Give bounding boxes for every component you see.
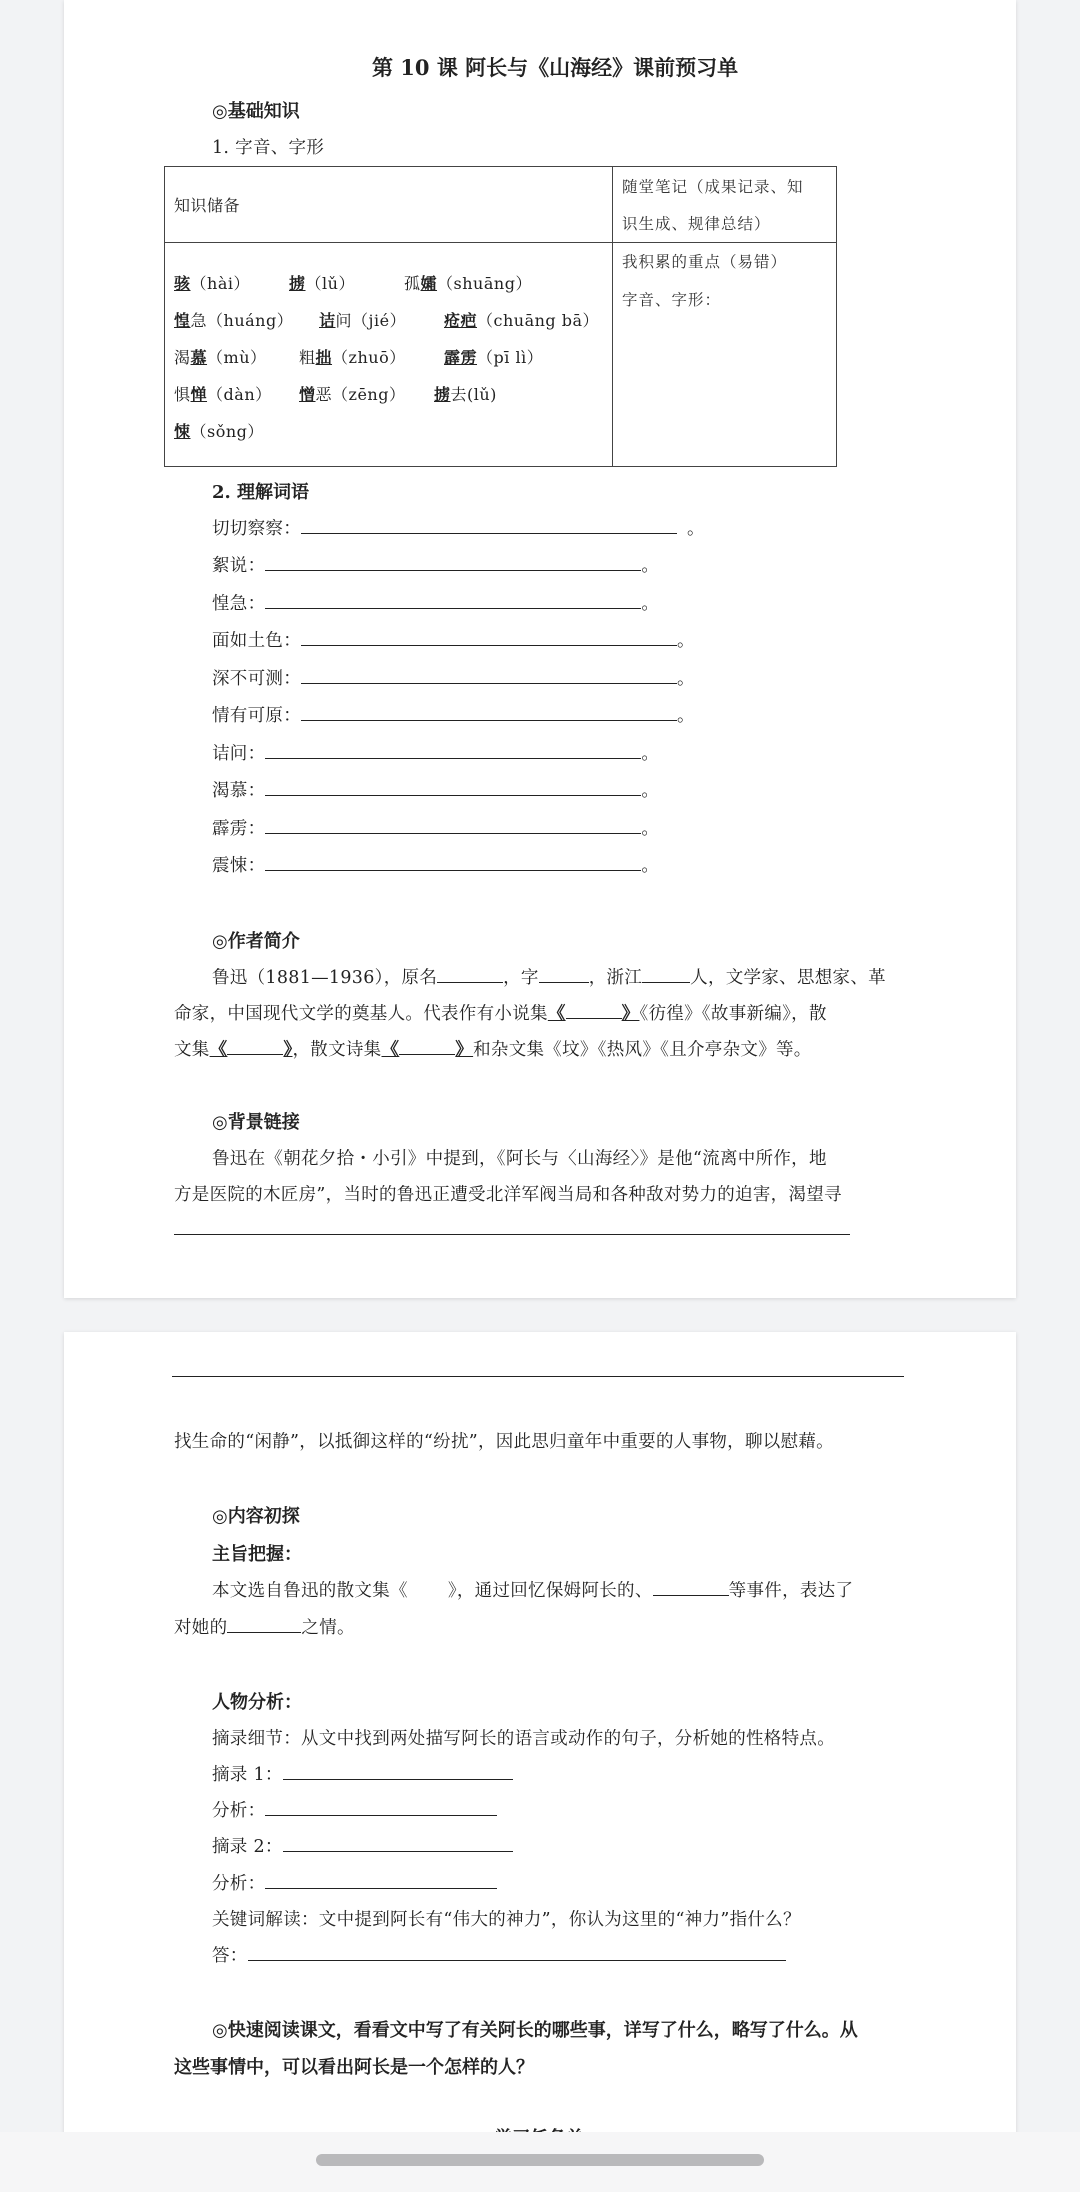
background-line2: 方是医院的木匠房”，当时的鲁迅正遭受北洋军阀当局和各种敌对势力的迫害，渴望寻 (174, 1185, 842, 1205)
word-item: 絮说： 。 (212, 556, 660, 576)
document-page-1 (64, 0, 1016, 1298)
author-paragraph-line1: 鲁迅（1881—1936），原名 ，字 ，浙江 人，文学家、思想家、革 (212, 968, 886, 988)
character-intro: 摘录细节：从文中找到两处描写阿长的语言或动作的句子，分析她的性格特点。 (212, 1729, 835, 1749)
table-notes-body-line1: 我积累的重点（易错） (622, 253, 788, 271)
pinyin-item: 惧惮（dàn） (174, 385, 272, 404)
author-paragraph-line3: 文集《 》，散文诗集《 》和杂文集《坟》《热风》《且介亭杂文》等。 (174, 1040, 812, 1060)
character-analysis-title: 人物分析： (212, 1692, 302, 1713)
excerpt-2: 摘录 2： (212, 1833, 513, 1858)
document-page-2 (64, 1332, 1016, 2192)
main-idea-line1: 本文选自鲁迅的散文集《 》，通过回忆保姆阿长的、 等事件，表达了 (212, 1581, 854, 1601)
page-title: 第 10 课 阿长与《山海经》课前预习单 (372, 55, 739, 80)
subsection-words: 2. 理解词语 (212, 482, 310, 503)
pinyin-item: 诘问（jié） (319, 311, 407, 330)
table-notes-body-line2: 字音、字形： (622, 291, 722, 309)
word-item: 面如土色： 。 (212, 631, 695, 651)
pinyin-item: 骇（hài） (174, 274, 250, 293)
section-basic-knowledge: ◎基础知识 (212, 101, 300, 122)
background-line3: 找生命的“闲静”，以抵御这样的“纷扰”，因此思归童年中重要的人事物，聊以慰藉。 (174, 1432, 834, 1452)
pinyin-item: 惶急（huáng） (174, 311, 294, 330)
writing-line (174, 1234, 850, 1235)
pinyin-item: 掳去(lǔ) (434, 385, 497, 404)
main-idea-line2: 对她的 之情。 (174, 1618, 355, 1638)
author-paragraph-line2: 命家，中国现代文学的奠基人。代表作有小说集《 》《彷徨》《故事新编》，散 (174, 1004, 827, 1024)
pinyin-item: 孤孀（shuāng） (404, 274, 532, 293)
pinyin-item: 渴慕（mù） (174, 348, 267, 367)
excerpt-1: 摘录 1： (212, 1761, 513, 1786)
word-item: 情有可原： 。 (212, 706, 695, 726)
table-header-notes-line1: 随堂笔记（成果记录、知 (622, 178, 804, 196)
answer-line: 答： (212, 1942, 786, 1967)
fast-reading-line2: 这些事情中，可以看出阿长是一个怎样的人？ (174, 2057, 534, 2078)
keyword-question: 关键词解读：文中提到阿长有“伟大的神力”，你认为这里的“神力”指什么？ (212, 1910, 801, 1930)
word-item: 震悚： 。 (212, 856, 660, 876)
word-item: 诘问： 。 (212, 744, 660, 764)
section-author: ◎作者简介 (212, 931, 300, 952)
pinyin-item: 疮疤（chuāng bā） (444, 311, 600, 330)
pinyin-item: 憎恶（zēng） (299, 385, 406, 404)
analysis-1: 分析： (212, 1797, 497, 1822)
word-item: 霹雳： 。 (212, 819, 660, 839)
word-item: 切切察察： 。 (212, 519, 705, 539)
pinyin-item: 悚（sǒng） (174, 422, 264, 441)
section-background: ◎背景链接 (212, 1112, 300, 1133)
writing-line (172, 1376, 904, 1377)
subsection-pronunciation: 1. 字音、字形 (212, 138, 325, 158)
pinyin-item: 霹雳（pī lì） (444, 348, 544, 367)
analysis-2: 分析： (212, 1870, 497, 1895)
table-header-knowledge: 知识储备 (174, 196, 241, 215)
word-item: 深不可测： 。 (212, 669, 695, 689)
word-item: 惶急： 。 (212, 594, 660, 614)
pinyin-item: 掳（lǔ） (289, 274, 355, 293)
pinyin-item: 粗拙（zhuō） (299, 348, 406, 367)
section-content: ◎内容初探 (212, 1506, 300, 1527)
fast-reading-line1: ◎快速阅读课文，看看文中写了有关阿长的哪些事，详写了什么，略写了什么。从 (212, 2020, 858, 2041)
word-item: 渴慕： 。 (212, 781, 660, 801)
home-indicator[interactable] (316, 2154, 764, 2166)
table-header-notes-line2: 识生成、规律总结） (622, 215, 771, 233)
main-idea-title: 主旨把握： (212, 1544, 302, 1565)
background-line1: 鲁迅在《朝花夕拾・小引》中提到，《阿长与〈山海经〉》是他“流离中所作，地 (212, 1149, 827, 1169)
